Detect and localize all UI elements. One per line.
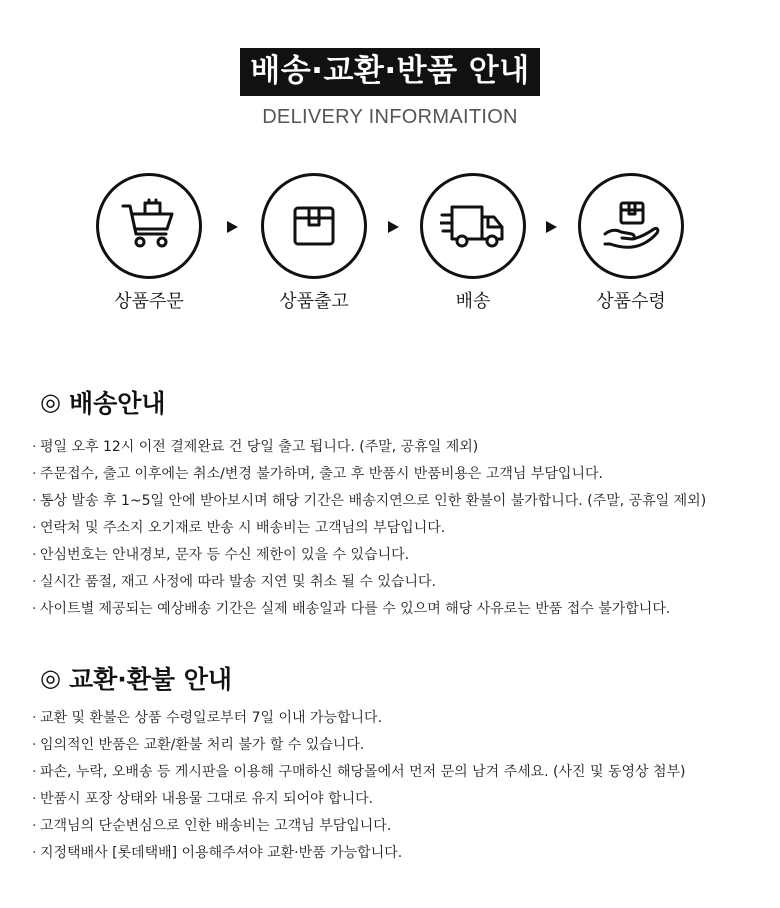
hand-receive-box-icon bbox=[602, 200, 660, 252]
step-release-circle bbox=[261, 173, 367, 279]
delivery-info-list bbox=[32, 434, 706, 623]
step-delivery-circle bbox=[420, 173, 526, 279]
list-item: · 파손, 누락, 오배송 등 게시판을 이용해 구매하신 해당몰에서 먼저 문의 남겨 주세요. (사진 및 동영상 첨부) bbox=[32, 764, 686, 780]
exchange-section-heading: 교환·환불 안내 bbox=[68, 665, 233, 694]
shopping-cart-icon bbox=[119, 196, 179, 256]
list-item: · 고객님의 단순변심으로 인한 배송비는 고객님 부담입니다. bbox=[32, 818, 392, 834]
list-item: · 평일 오후 12시 이전 결제완료 건 당일 출고 됩니다. (주말, 공휴일 제외) bbox=[32, 439, 479, 455]
double-circle-icon: ◎ bbox=[40, 664, 61, 692]
title-wrap bbox=[0, 48, 780, 96]
package-box-icon bbox=[288, 200, 340, 252]
arrow-right-icon bbox=[388, 221, 399, 233]
step-release-label: 상품출고 bbox=[279, 291, 349, 312]
list-item: · 지정택배사 [롯데택배] 이용해주셔야 교환·반품 가능합니다. bbox=[32, 845, 403, 861]
step-receive bbox=[578, 173, 684, 312]
step-receive-circle bbox=[578, 173, 684, 279]
delivery-truck-icon bbox=[440, 201, 506, 251]
list-item: · 사이트별 제공되는 예상배송 기간은 실제 배송일과 다를 수 있으며 해당 사유로는 반품 접수 불가합니다. bbox=[32, 601, 671, 617]
double-circle-icon: ◎ bbox=[40, 388, 61, 416]
list-item: · 실시간 품절, 재고 사정에 따라 발송 지연 및 취소 될 수 있습니다. bbox=[32, 574, 436, 590]
step-delivery-label: 배송 bbox=[455, 291, 491, 312]
step-order-label: 상품주문 bbox=[114, 291, 184, 312]
step-receive-label: 상품수령 bbox=[596, 291, 666, 312]
arrow-right-icon bbox=[546, 221, 557, 233]
arrow-right-icon bbox=[227, 221, 238, 233]
step-release bbox=[261, 173, 367, 312]
step-order-circle bbox=[96, 173, 202, 279]
delivery-section-heading: 배송안내 bbox=[68, 389, 166, 418]
list-item: · 교환 및 환불은 상품 수령일로부터 7일 이내 가능합니다. bbox=[32, 710, 383, 726]
list-item: · 연락처 및 주소지 오기재로 반송 시 배송비는 고객님의 부담입니다. bbox=[32, 520, 446, 536]
exchange-section-title bbox=[40, 660, 232, 696]
list-item: · 주문접수, 출고 이후에는 취소/변경 불가하며, 출고 후 반품시 반품비용은 고객님 부담입니다. bbox=[32, 466, 603, 482]
page-title: 배송·교환·반품 안내 bbox=[240, 48, 539, 96]
exchange-info-list bbox=[32, 705, 686, 867]
delivery-section-title bbox=[40, 384, 166, 420]
list-item: · 반품시 포장 상태와 내용물 그대로 유지 되어야 합니다. bbox=[32, 791, 374, 807]
list-item: · 통상 발송 후 1~5일 안에 받아보시며 해당 기간은 배송지연으로 인한 환불이 불가합니다. (주말, 공휴일 제외) bbox=[32, 493, 707, 509]
list-item: · 안심번호는 안내경보, 문자 등 수신 제한이 있을 수 있습니다. bbox=[32, 547, 410, 563]
list-item: · 임의적인 반품은 교환/환불 처리 불가 할 수 있습니다. bbox=[32, 737, 365, 753]
step-order bbox=[96, 173, 202, 312]
step-delivery bbox=[420, 173, 526, 312]
page-subtitle: DELIVERY INFORMAITION bbox=[262, 106, 518, 128]
